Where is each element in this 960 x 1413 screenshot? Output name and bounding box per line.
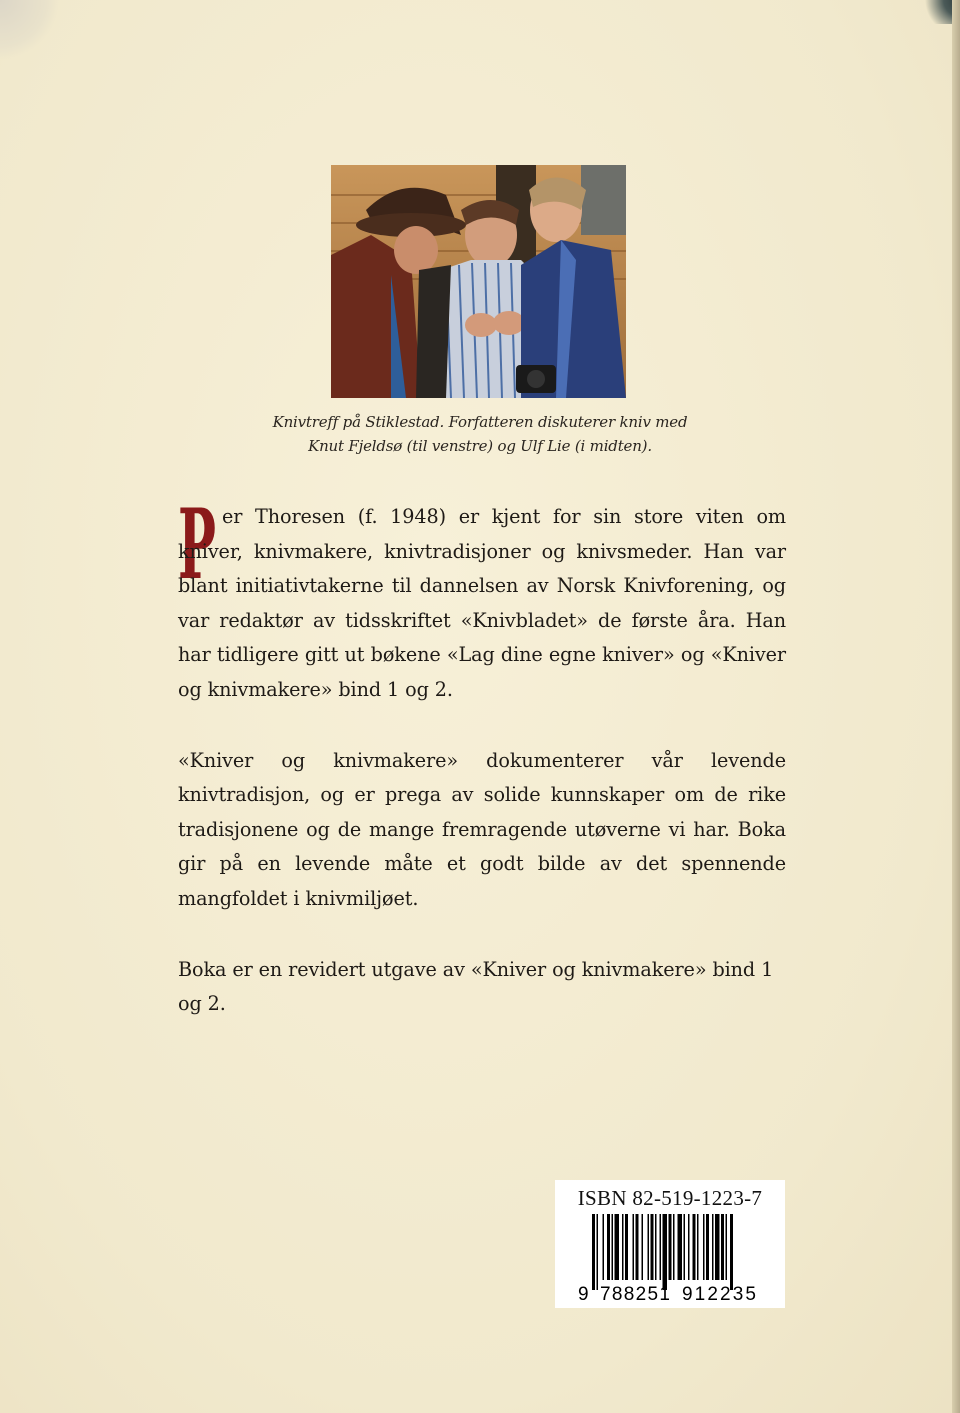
barcode [578, 1214, 768, 1305]
isbn-barcode-box [555, 1180, 785, 1308]
barcode-bar [607, 1214, 610, 1280]
drop-cap-letter: P [178, 488, 216, 601]
paragraph-edition-note: Boka er en revidert utgave av «Kniver og knivmakere» bind 1 og 2. [178, 957, 774, 1016]
barcode-bar [648, 1214, 650, 1280]
barcode-bar [592, 1214, 595, 1290]
photo-caption [240, 410, 720, 458]
book-description [178, 500, 786, 1022]
caption-line-2: Knut Fjeldsø (til venstre) og Ulf Lie (i midten). [308, 437, 652, 455]
barcode-bar [715, 1214, 720, 1280]
barcode-bar [688, 1214, 690, 1280]
barcode-bar [669, 1214, 672, 1280]
barcode-bar [625, 1214, 628, 1280]
barcode-bar [721, 1214, 724, 1280]
barcode-bar [712, 1214, 714, 1280]
barcode-bar [651, 1214, 654, 1280]
barcode-bar [655, 1214, 657, 1280]
barcode-bar [673, 1214, 675, 1280]
barcode-bar [612, 1214, 614, 1280]
paragraph-author-bio: er Thoresen (f. 1948) er kjent for sin store viten om kniver, knivmakere, knivtradisjoner og knivsmeder. Han var blant initiativtakerne til dannelsen av Norsk Knivforening, og var redaktør av tidsskriftet «Knivbladet» de første åra. Han har tidligere gitt ut bøkene «Lag dine egne kniver» og «Kniver og knivmakere» bind 1 og 2. [178, 505, 786, 701]
photo-illustration [331, 165, 626, 398]
barcode-bar [663, 1214, 668, 1290]
barcode-bar [660, 1214, 662, 1280]
caption-line-1: Knivtreff på Stiklestad. Forfatteren diskuterer kniv med [272, 413, 688, 431]
worn-corner [0, 0, 60, 60]
barcode-bar [636, 1214, 639, 1280]
barcode-bar [615, 1214, 620, 1280]
barcode-bar [684, 1214, 686, 1280]
barcode-bar [697, 1214, 699, 1280]
isbn-label: ISBN 82-519-1223-7 [577, 1186, 763, 1210]
barcode-bar [726, 1214, 728, 1280]
paragraph-book-summary: «Kniver og knivmakere» dokumenterer vår levende knivtradisjon, og er prega av solide kunnskaper om de rike tradisjonene og de mange fremragende utøverne vi har. Boka gir på en levende måte et godt bilde av det spennende mangfoldet i knivmiljøet. [178, 748, 786, 910]
barcode-bar [706, 1214, 709, 1280]
barcode-bar [622, 1214, 624, 1280]
barcode-bar [730, 1214, 733, 1290]
cover-edge [952, 0, 960, 1413]
author-photo [331, 165, 626, 398]
barcode-bar [633, 1214, 635, 1280]
barcode-bar [703, 1214, 705, 1280]
barcode-digits-right: 912235 [682, 1284, 756, 1305]
barcode-bar [642, 1214, 644, 1280]
barcode-bar [693, 1214, 696, 1280]
barcode-digit-first: 9 [578, 1284, 589, 1305]
barcode-bar [603, 1214, 605, 1280]
barcode-bar [678, 1214, 683, 1280]
barcode-bar [597, 1214, 599, 1290]
barcode-digits-left: 788251 [600, 1284, 670, 1305]
